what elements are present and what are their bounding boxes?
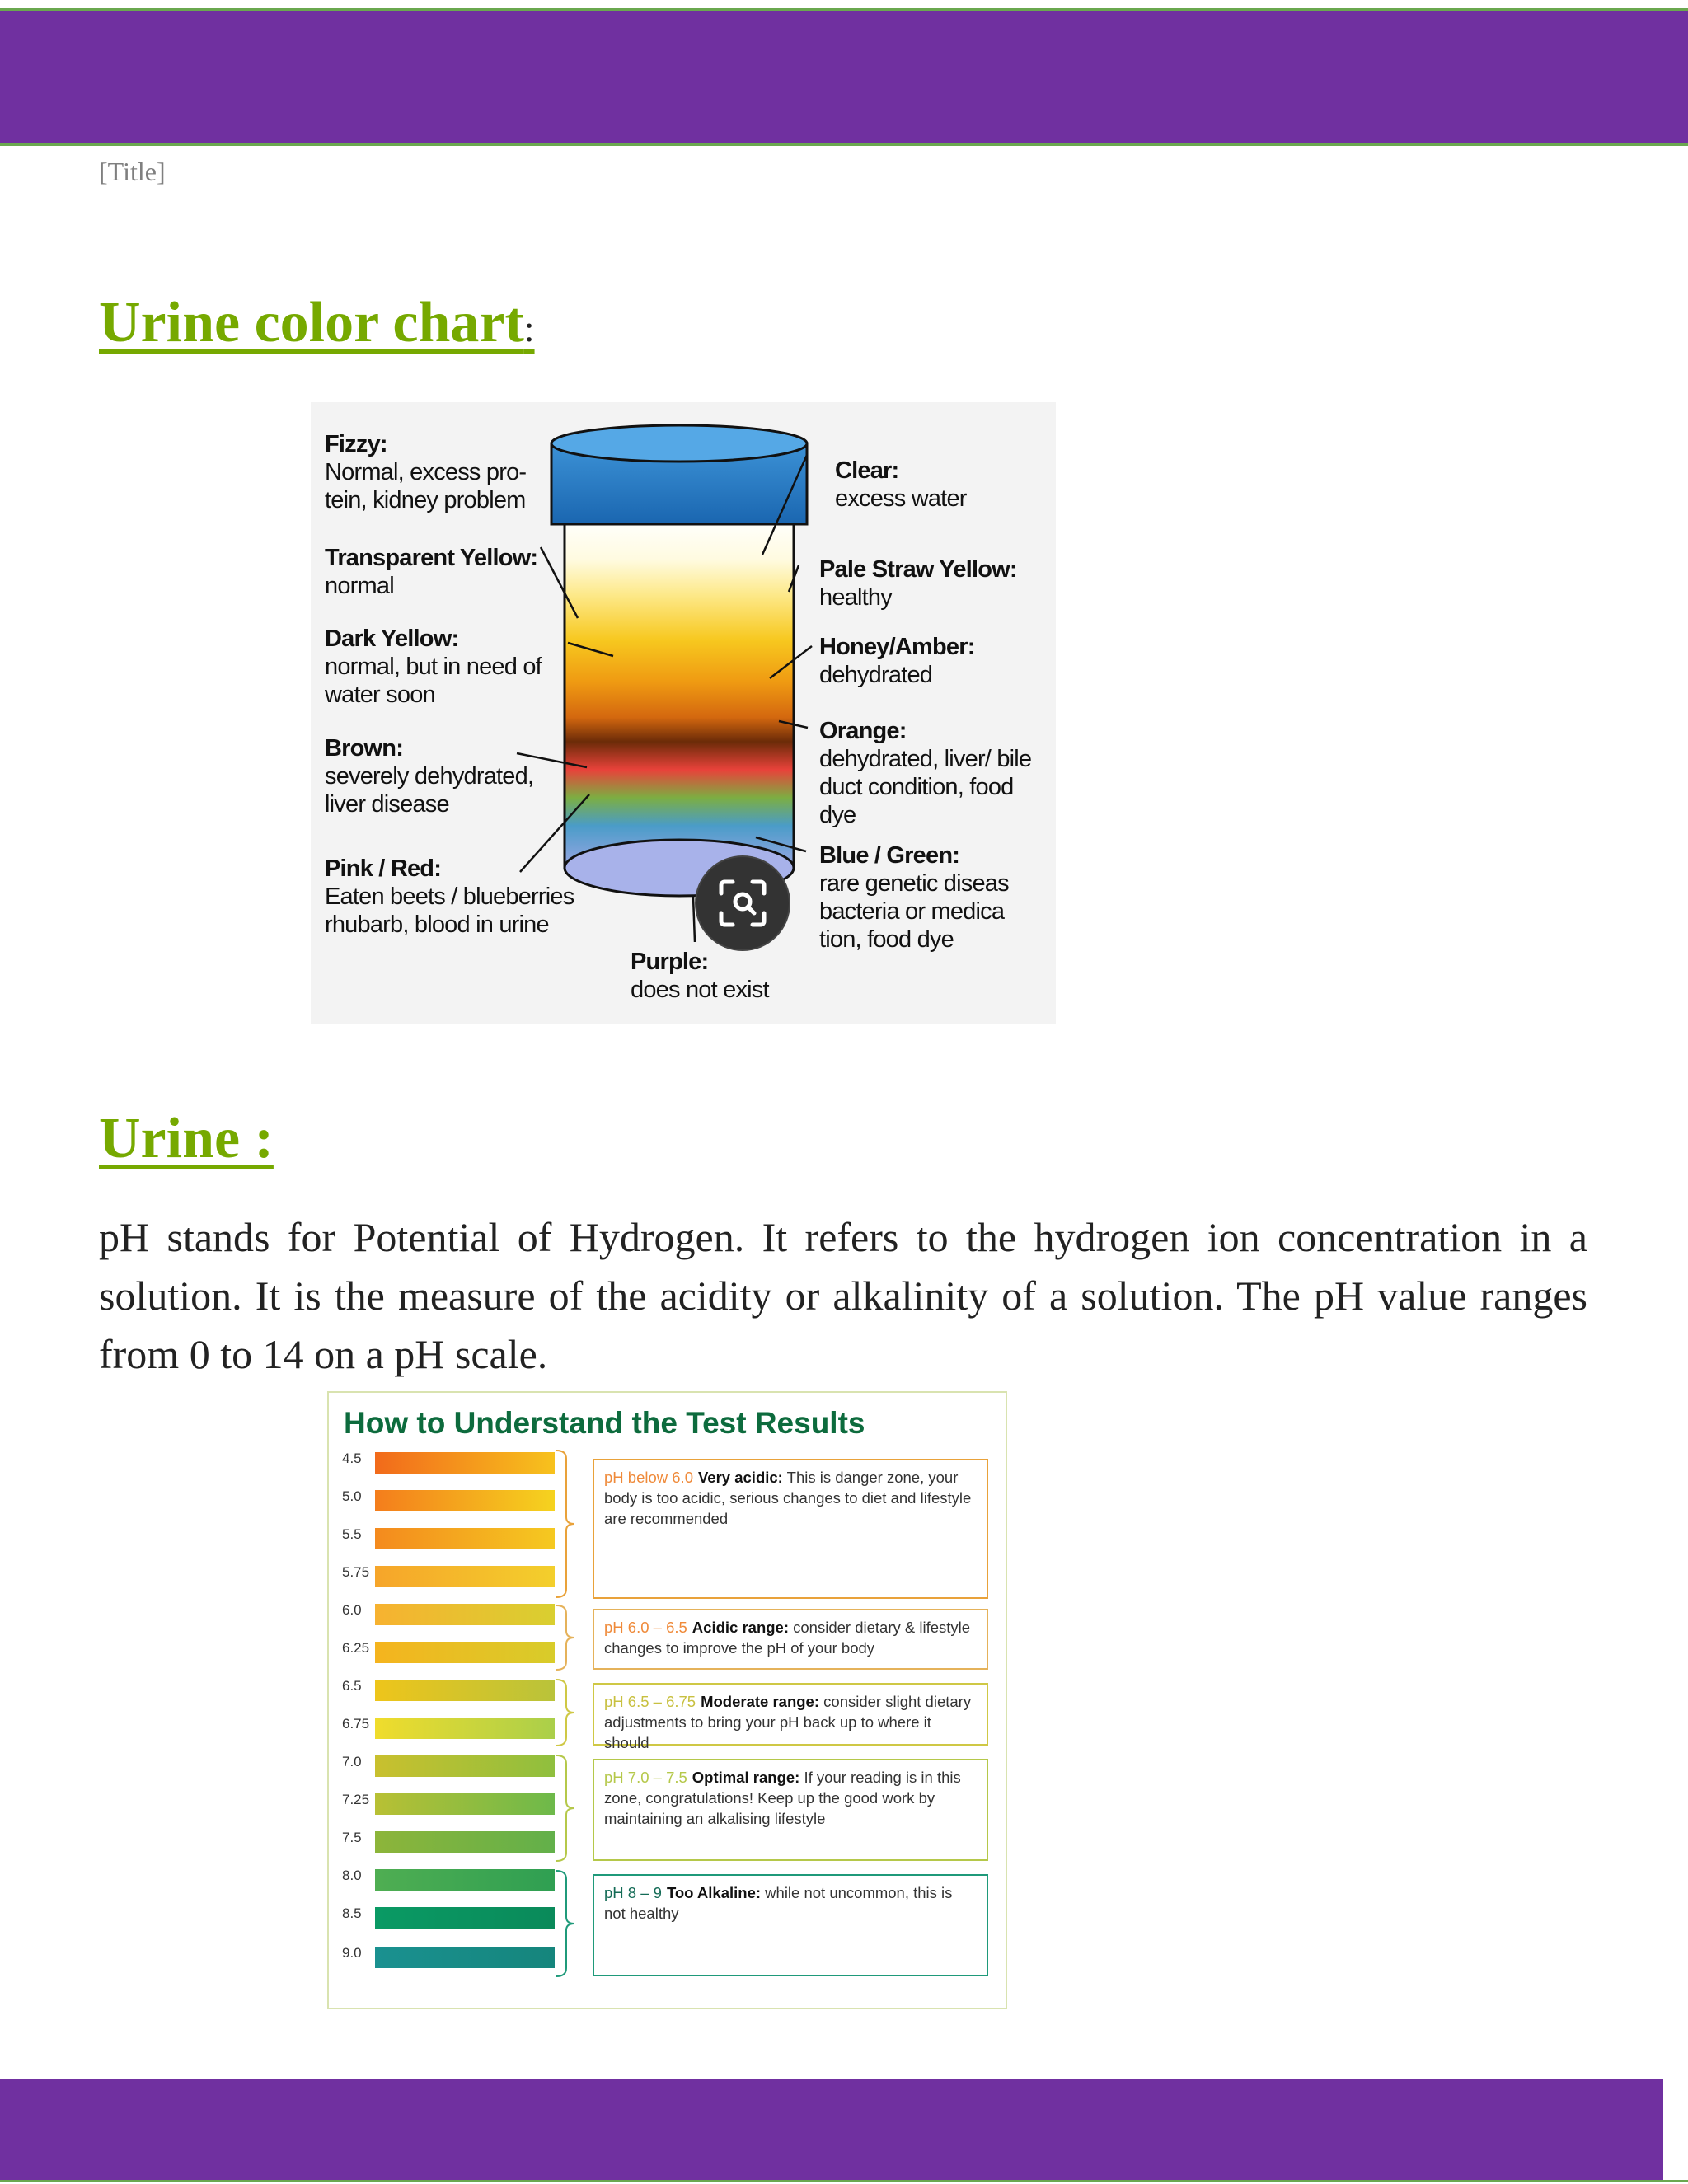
range-text: This is danger zone, your body is too acidic, serious changes to diet and lifestyle are recommended	[604, 1469, 972, 1527]
urine-color-chart-heading	[99, 290, 535, 356]
ph-color-swatch	[375, 1831, 555, 1853]
ph-color-swatch	[375, 1718, 555, 1739]
label-line: healthy	[819, 584, 892, 611]
footer-edge-line	[1663, 2180, 1688, 2182]
range-text: If your reading is in this zone, congratulations! Keep up the good work by maintaining an alkalising lifestyle	[604, 1769, 961, 1827]
range-brace	[556, 1680, 574, 1746]
label-line: bacteria or medica	[819, 898, 1005, 925]
range-box-acidic	[593, 1609, 988, 1670]
label-line: tein, kidney problem	[325, 487, 526, 513]
label-pale-straw-yellow	[819, 555, 1017, 612]
label-title: Honey/Amber:	[819, 634, 975, 660]
range-label: Acidic range:	[692, 1619, 789, 1636]
label-title: Dark Yellow:	[325, 626, 459, 652]
range-label: Optimal range:	[692, 1769, 800, 1786]
ph-color-swatch	[375, 1680, 555, 1701]
label-title: Clear:	[835, 457, 899, 484]
visual-search-button[interactable]	[696, 857, 789, 949]
ph-color-swatch	[375, 1907, 555, 1929]
range-box-optimal	[593, 1759, 988, 1861]
ph-tick-label: 6.0	[342, 1602, 362, 1618]
ph-tick-label: 4.5	[342, 1451, 362, 1466]
range-label: Too Alkaline:	[666, 1884, 762, 1901]
heading-text: Urine color chart	[99, 291, 524, 354]
range-brace	[556, 1871, 574, 1976]
footer-band	[0, 2079, 1663, 2182]
urine-heading: Urine :	[99, 1107, 274, 1170]
ph-color-swatch	[375, 1793, 555, 1815]
ph-color-swatch	[375, 1490, 555, 1511]
label-orange	[819, 717, 1056, 829]
label-transparent-yellow	[325, 544, 537, 600]
range-brace	[556, 1605, 574, 1670]
label-brown	[325, 734, 533, 818]
label-line: severely dehydrated,	[325, 763, 534, 790]
range-value: pH 8 – 9	[604, 1884, 662, 1901]
range-value: pH below 6.0	[604, 1469, 693, 1486]
ph-tick-label: 5.0	[342, 1488, 362, 1504]
label-pink-red	[325, 855, 574, 939]
urine-color-chart-image	[311, 402, 1056, 1024]
label-line: does not exist	[631, 977, 769, 1003]
label-line: Eaten beets / blueberries	[325, 883, 574, 910]
ph-tick-label: 7.25	[342, 1792, 370, 1807]
label-purple	[631, 948, 769, 1004]
ph-tick-label: 5.75	[342, 1564, 370, 1580]
label-line: rhubarb, blood in urine	[325, 912, 549, 938]
label-dark-yellow	[325, 625, 542, 709]
range-value: pH 6.0 – 6.5	[604, 1619, 687, 1636]
label-line: normal, but in need of	[325, 654, 542, 680]
label-title: Fizzy:	[325, 431, 387, 457]
label-title: Pale Straw Yellow:	[819, 556, 1017, 583]
ph-tick-label: 5.5	[342, 1526, 362, 1542]
ph-color-swatch	[375, 1642, 555, 1663]
range-box-too-alkaline	[593, 1874, 988, 1976]
range-label: Moderate range:	[701, 1693, 820, 1710]
ph-color-swatch	[375, 1869, 555, 1891]
label-line: liver disease	[325, 791, 449, 818]
label-title: Blue / Green:	[819, 842, 960, 869]
range-value: pH 6.5 – 6.75	[604, 1693, 696, 1710]
ph-definition-paragraph: pH stands for Potential of Hydrogen. It refers to the hydrogen ion concentration in a solution. It is the measure of the acidity or alkalinity of a solution. The pH value ranges from 0 to 14 on a pH scale.	[99, 1214, 1587, 1377]
range-brace	[556, 1755, 574, 1861]
range-text: while not uncommon, this is not healthy	[604, 1884, 953, 1922]
label-line: excess water	[835, 485, 967, 512]
ph-color-swatch	[375, 1604, 555, 1625]
label-title: Brown:	[325, 735, 404, 762]
header-band	[0, 8, 1688, 146]
label-line: tion, food dye	[819, 926, 954, 953]
label-title: Orange:	[819, 718, 907, 744]
ph-color-swatch	[375, 1528, 555, 1549]
ph-tick-label: 8.0	[342, 1868, 362, 1883]
ph-tick-label: 6.5	[342, 1678, 362, 1694]
label-honey-amber	[819, 633, 975, 689]
range-value: pH 7.0 – 7.5	[604, 1769, 687, 1786]
ph-tick-label: 7.5	[342, 1830, 362, 1845]
label-clear	[835, 457, 967, 513]
lens-scan-icon	[718, 879, 767, 928]
range-brace	[556, 1451, 574, 1597]
label-line: dehydrated, liver/ bile	[819, 746, 1032, 772]
ph-color-swatch	[375, 1755, 555, 1777]
label-line: rare genetic diseas	[819, 870, 1009, 897]
range-label: Very acidic:	[697, 1469, 783, 1486]
label-line: water soon	[325, 682, 435, 708]
heading-colon: :	[523, 307, 535, 349]
range-box-very-acidic	[593, 1459, 988, 1599]
range-box-moderate	[593, 1683, 988, 1751]
ph-tick-label: 8.5	[342, 1905, 362, 1921]
label-title: Purple:	[631, 949, 709, 975]
ph-tick-label: 6.25	[342, 1640, 370, 1656]
ph-tick-label: 7.0	[342, 1754, 362, 1769]
label-blue-green	[819, 841, 1009, 954]
range-text: consider slight dietary adjustments to bring your pH back up to where it should	[604, 1693, 972, 1751]
label-fizzy	[325, 430, 526, 514]
ph-tick-label: 6.75	[342, 1716, 370, 1732]
title-placeholder[interactable]: [Title]	[99, 157, 166, 186]
label-line: duct condition, food dye	[819, 774, 1014, 828]
ph-chart-title: How to Understand the Test Results	[344, 1406, 865, 1440]
label-title: Transparent Yellow:	[325, 545, 538, 571]
label-line: dehydrated	[819, 662, 933, 688]
ph-color-swatch	[375, 1947, 555, 1968]
ph-results-chart-image	[327, 1391, 1007, 2009]
label-line: Normal, excess pro-	[325, 459, 527, 485]
range-text: consider dietary & lifestyle changes to improve the pH of your body	[604, 1619, 971, 1657]
ph-color-swatch	[375, 1452, 555, 1474]
ph-color-swatch	[375, 1566, 555, 1587]
ph-tick-label: 9.0	[342, 1945, 362, 1961]
label-line: normal	[325, 573, 394, 599]
label-title: Pink / Red:	[325, 855, 442, 882]
